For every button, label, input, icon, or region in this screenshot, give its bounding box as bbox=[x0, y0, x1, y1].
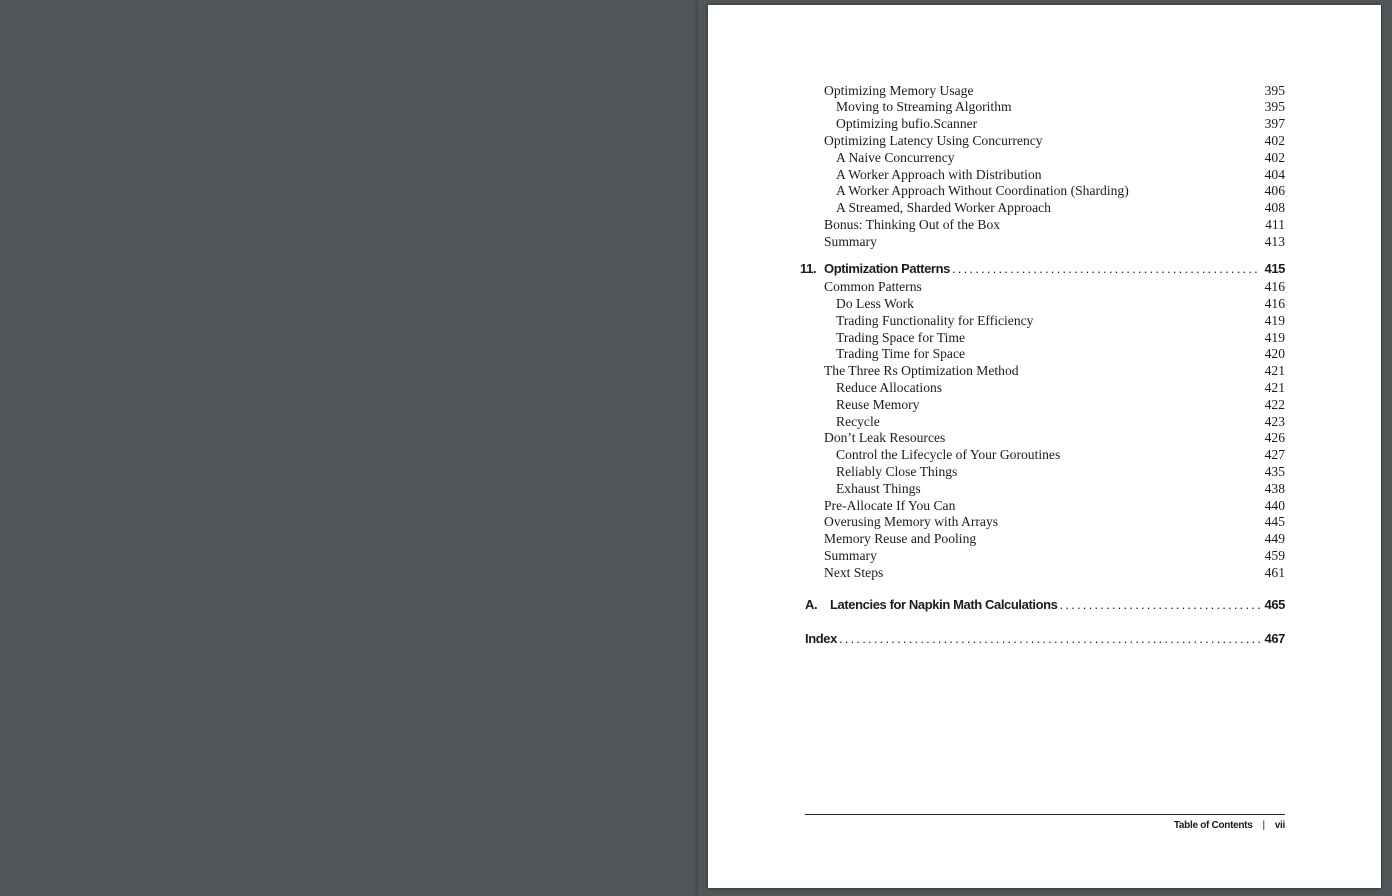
toc-entry-page: 416 bbox=[1264, 279, 1285, 294]
toc-entry-page: 438 bbox=[1264, 481, 1285, 496]
toc-entry-title: A Worker Approach with Distribution bbox=[836, 167, 1042, 182]
toc-entry-page: 404 bbox=[1264, 167, 1285, 182]
toc-entry-title: Don’t Leak Resources bbox=[824, 430, 946, 445]
toc-entry-title: Exhaust Things bbox=[836, 481, 921, 496]
toc-entry-title: Optimizing Latency Using Concurrency bbox=[824, 133, 1043, 148]
table-of-contents bbox=[708, 5, 1381, 888]
toc-entry-title: Reliably Close Things bbox=[836, 464, 958, 479]
toc-entry-page: 421 bbox=[1264, 380, 1285, 395]
appendix-title: Latencies for Napkin Math Calculations bbox=[830, 597, 1058, 612]
toc-entry-title: Bonus: Thinking Out of the Box bbox=[824, 217, 1001, 232]
toc-entry-page: 422 bbox=[1264, 397, 1285, 412]
toc-entry[interactable] bbox=[708, 362, 1381, 379]
toc-entry-title: Reduce Allocations bbox=[836, 380, 943, 395]
toc-chapter-heading[interactable] bbox=[800, 260, 1285, 278]
toc-entry[interactable] bbox=[708, 446, 1381, 463]
toc-entry[interactable] bbox=[708, 216, 1381, 233]
toc-entry-page: 427 bbox=[1264, 447, 1285, 462]
footer-section-title: Table of Contents bbox=[1173, 820, 1253, 831]
toc-entry-title: A Streamed, Sharded Worker Approach bbox=[836, 200, 1051, 215]
toc-entry-page: 435 bbox=[1264, 464, 1285, 479]
toc-entry-title: Moving to Streaming Algorithm bbox=[836, 99, 1012, 114]
dot-leader bbox=[952, 260, 1261, 278]
document-page bbox=[708, 5, 1381, 888]
toc-index-heading[interactable] bbox=[805, 630, 1285, 648]
toc-entry-title: Trading Space for Time bbox=[836, 330, 966, 345]
dot-leader bbox=[839, 630, 1261, 648]
toc-entry-page: 408 bbox=[1264, 200, 1285, 215]
toc-entry[interactable] bbox=[708, 329, 1381, 346]
toc-entry-page: 445 bbox=[1264, 514, 1285, 529]
toc-entry-title: Trading Time for Space bbox=[836, 346, 966, 361]
document-viewport-divider bbox=[694, 0, 698, 896]
toc-entry-page: 440 bbox=[1264, 498, 1285, 513]
chapter-page: 415 bbox=[1264, 261, 1285, 276]
toc-entry[interactable] bbox=[708, 295, 1381, 312]
toc-entry-page: 419 bbox=[1264, 330, 1285, 345]
toc-entry-title: Memory Reuse and Pooling bbox=[824, 531, 977, 546]
appendix-page: 465 bbox=[1264, 597, 1285, 612]
toc-entry-page: 416 bbox=[1264, 296, 1285, 311]
toc-entry-title: Do Less Work bbox=[836, 296, 914, 311]
toc-entry-page: 395 bbox=[1264, 99, 1285, 114]
footer-page-number: vii bbox=[1274, 820, 1285, 831]
toc-entry[interactable] bbox=[708, 547, 1381, 564]
toc-entry[interactable] bbox=[708, 166, 1381, 183]
toc-entry-title: Overusing Memory with Arrays bbox=[824, 514, 999, 529]
toc-entry-page: 406 bbox=[1264, 183, 1285, 198]
toc-entry[interactable] bbox=[708, 480, 1381, 497]
chapter-number: 11. bbox=[800, 261, 817, 276]
toc-entry[interactable] bbox=[708, 379, 1381, 396]
toc-entry-title: Summary bbox=[824, 548, 877, 563]
toc-entry-title: Pre-Allocate If You Can bbox=[824, 498, 956, 513]
toc-entry-title: A Worker Approach Without Coordination (Sharding) bbox=[836, 183, 1129, 198]
chapter-title: Optimization Patterns bbox=[824, 261, 950, 276]
toc-entry[interactable] bbox=[708, 82, 1381, 99]
toc-entry-page: 411 bbox=[1265, 217, 1285, 232]
toc-entry[interactable] bbox=[708, 513, 1381, 530]
footer-separator: | bbox=[1262, 820, 1265, 831]
toc-entry-page: 461 bbox=[1264, 565, 1285, 580]
toc-entry-title: Optimizing bufio.Scanner bbox=[836, 116, 978, 131]
toc-appendix-heading[interactable] bbox=[805, 596, 1285, 614]
index-page: 467 bbox=[1264, 631, 1285, 646]
toc-entry-page: 402 bbox=[1264, 133, 1285, 148]
toc-entry-page: 459 bbox=[1264, 548, 1285, 563]
toc-entry[interactable] bbox=[708, 345, 1381, 362]
toc-entry-title: A Naive Concurrency bbox=[836, 150, 955, 165]
toc-entry-title: Summary bbox=[824, 234, 877, 249]
toc-entry[interactable] bbox=[708, 396, 1381, 413]
toc-entry-title: Next Steps bbox=[824, 565, 884, 580]
toc-entry-title: Trading Functionality for Efficiency bbox=[836, 313, 1034, 328]
toc-entry-page: 419 bbox=[1264, 313, 1285, 328]
toc-entry[interactable] bbox=[708, 233, 1381, 250]
toc-entry[interactable] bbox=[708, 132, 1381, 149]
toc-entry-page: 413 bbox=[1264, 234, 1285, 249]
toc-entry[interactable] bbox=[708, 182, 1381, 199]
toc-entry-page: 449 bbox=[1264, 531, 1285, 546]
toc-entry[interactable] bbox=[708, 463, 1381, 480]
toc-entry[interactable] bbox=[708, 149, 1381, 166]
toc-entry-page: 421 bbox=[1264, 363, 1285, 378]
toc-entry-page: 423 bbox=[1264, 414, 1285, 429]
toc-entry-title: Reuse Memory bbox=[836, 397, 920, 412]
toc-entry[interactable] bbox=[708, 278, 1381, 295]
toc-entry[interactable] bbox=[708, 497, 1381, 514]
toc-entry[interactable] bbox=[708, 98, 1381, 115]
appendix-letter: A. bbox=[805, 597, 818, 612]
footer-rule bbox=[805, 814, 1285, 815]
toc-entry-page: 402 bbox=[1264, 150, 1285, 165]
index-title: Index bbox=[805, 631, 837, 646]
toc-entry[interactable] bbox=[708, 429, 1381, 446]
toc-entry[interactable] bbox=[708, 199, 1381, 216]
toc-entry-title: The Three Rs Optimization Method bbox=[824, 363, 1019, 378]
toc-entry-page: 397 bbox=[1264, 116, 1285, 131]
toc-entry[interactable] bbox=[708, 530, 1381, 547]
dot-leader bbox=[1060, 596, 1261, 614]
toc-entry[interactable] bbox=[708, 115, 1381, 132]
toc-entry-title: Recycle bbox=[836, 414, 880, 429]
toc-entry-title: Optimizing Memory Usage bbox=[824, 83, 974, 98]
toc-entry[interactable] bbox=[708, 312, 1381, 329]
toc-entry-page: 420 bbox=[1264, 346, 1285, 361]
toc-entry-page: 426 bbox=[1264, 430, 1285, 445]
toc-entry-title: Control the Lifecycle of Your Goroutines bbox=[836, 447, 1061, 462]
toc-entry-title: Common Patterns bbox=[824, 279, 922, 294]
toc-entry-page: 395 bbox=[1264, 83, 1285, 98]
toc-entry[interactable] bbox=[708, 564, 1381, 581]
toc-entry[interactable] bbox=[708, 413, 1381, 430]
page-footer bbox=[1174, 820, 1285, 831]
